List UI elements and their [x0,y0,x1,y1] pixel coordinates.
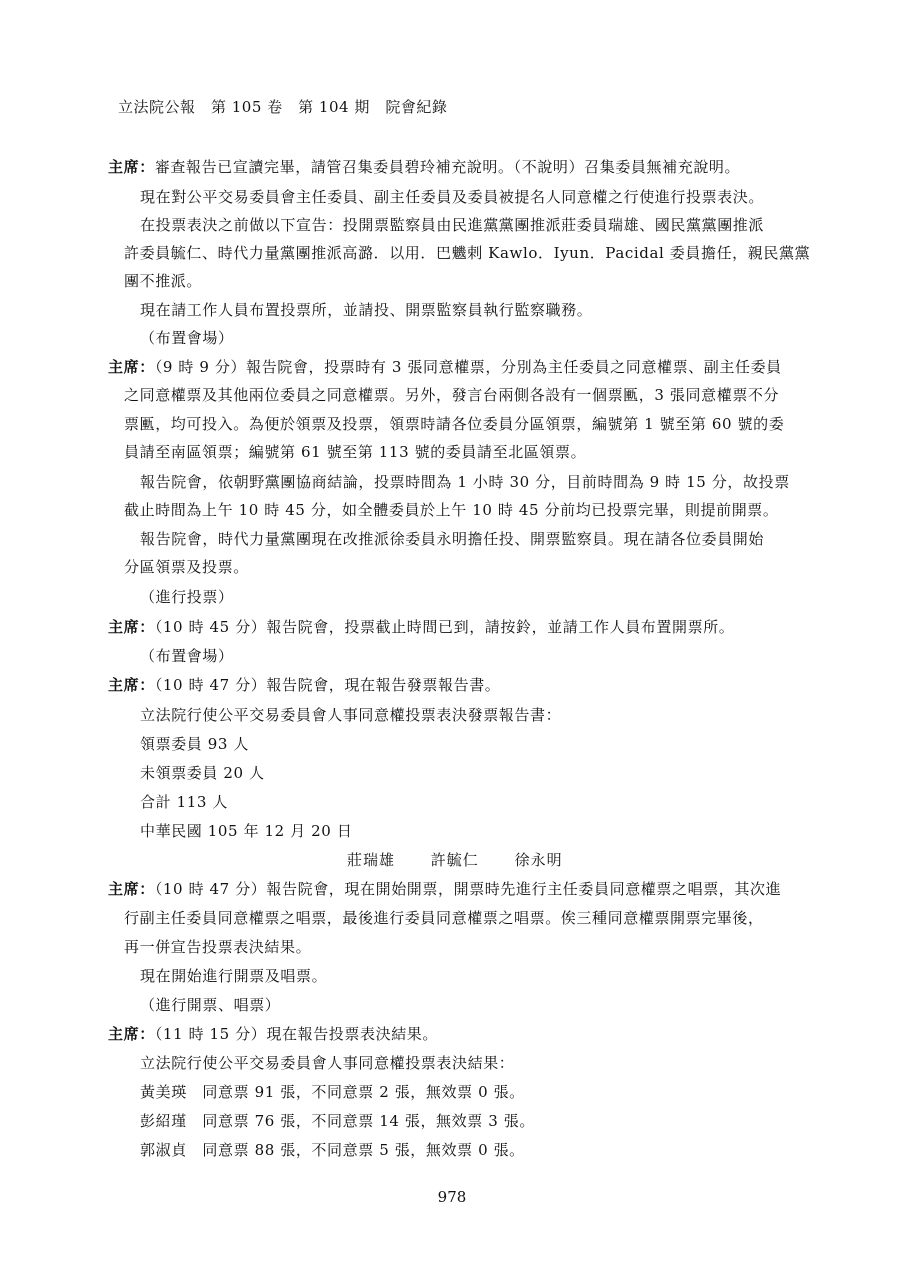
paragraph: 主席：（9 時 9 分）報告院會，投票時有 3 張同意權票，分別為主任委員之同意權票、副主任委員 [108,358,782,376]
paragraph: 主席：（10 時 47 分）報告院會，現在開始開票，開票時先進行主任委員同意權票之唱票，其次進 [108,880,782,898]
stage-direction: （進行開票、唱票） [140,996,281,1014]
stage-direction: （進行投票） [140,588,234,606]
page-number: 978 [437,1188,467,1206]
report-title: 立法院行使公平交易委員會人事同意權投票表決發票報告書： [140,706,562,724]
paragraph: 現在開始進行開票及唱票。 [140,967,328,985]
paragraph-continuation: 截止時間為上午 10 時 45 分，如全體委員於上午 10 時 45 分前均已投票完畢，則提前開票。 [124,501,779,519]
paragraph: 主席：（11 時 15 分）現在報告投票表決結果。 [108,1025,438,1043]
speaker-label: 主席： [108,618,155,636]
paragraph: 主席：（10 時 45 分）報告院會，投票截止時間已到，請按鈴，並請工作人員布置開票所。 [108,618,735,636]
paragraph: 在投票表決之前做以下宣告：投開票監察員由民進黨黨團推派莊委員瑞雄、國民黨黨團推派 [140,216,765,234]
paragraph-continuation: 票匭，均可投入。為便於領票及投票，領票時請各位委員分區領票，編號第 1 號至第 60 號的委 [124,415,785,433]
paragraph-continuation: 再一併宣告投票表決結果。 [124,938,312,956]
report-item: 合計 113 人 [140,793,228,811]
speaker-label: 主席： [108,358,155,376]
stage-direction: （布置會場） [140,329,234,347]
signature-name: 徐永明 [514,851,563,869]
paragraph: 現在對公平交易委員會主任委員、副主任委員及委員被提名人同意權之行使進行投票表決。 [140,188,765,206]
page-header: 立法院公報 第 105 卷 第 104 期 院會紀錄 [118,98,448,116]
speaker-label: 主席： [108,158,155,176]
speaker-label: 主席： [108,1025,155,1043]
signature-name: 許毓仁 [430,851,479,869]
paragraph-continuation: 行副主任委員同意權票之唱票，最後進行委員同意權票之唱票。俟三種同意權票開票完畢後， [124,909,764,927]
speaker-label: 主席： [108,676,155,694]
paragraph-continuation: 許委員毓仁、時代力量黨團推派高潞．以用．巴魕剌 Kawlo．Iyun．Pacidal 委員擔任，親民黨黨 [124,244,811,262]
paragraph: 主席：審查報告已宣讀完畢，請管召集委員碧玲補充說明。（不說明）召集委員無補充說明。 [108,158,741,176]
paragraph-continuation: 分區領票及投票。 [124,558,249,576]
report-item: 未領票委員 20 人 [140,764,265,782]
report-date: 中華民國 105 年 12 月 20 日 [140,822,353,840]
paragraph: 報告院會，依朝野黨團協商結論，投票時間為 1 小時 30 分，目前時間為 9 時 15 分，故投票 [140,473,790,491]
result-item: 黃美瑛 同意票 91 張，不同意票 2 張，無效票 0 張。 [140,1083,525,1101]
report-item: 領票委員 93 人 [140,735,250,753]
signature-name: 莊瑞雄 [347,851,396,869]
result-item: 郭淑貞 同意票 88 張，不同意票 5 張，無效票 0 張。 [140,1141,525,1159]
paragraph: 報告院會，時代力量黨團現在改推派徐委員永明擔任投、開票監察員。現在請各位委員開始 [140,530,765,548]
signature-line [347,850,563,870]
paragraph-continuation: 團不推派。 [124,272,203,290]
paragraph-continuation: 之同意權票及其他兩位委員之同意權票。另外，發言台兩側各設有一個票匭，3 張同意權票不分 [124,386,780,404]
stage-direction: （布置會場） [140,647,234,665]
result-item: 彭紹瑾 同意票 76 張，不同意票 14 張，無效票 3 張。 [140,1112,535,1130]
result-title: 立法院行使公平交易委員會人事同意權投票表決結果： [140,1054,515,1072]
paragraph: 主席：（10 時 47 分）報告院會，現在報告發票報告書。 [108,676,501,694]
paragraph-continuation: 員請至南區領票；編號第 61 號至第 113 號的委員請至北區領票。 [124,443,587,461]
paragraph: 現在請工作人員布置投票所，並請投、開票監察員執行監察職務。 [140,301,593,319]
speaker-label: 主席： [108,880,155,898]
